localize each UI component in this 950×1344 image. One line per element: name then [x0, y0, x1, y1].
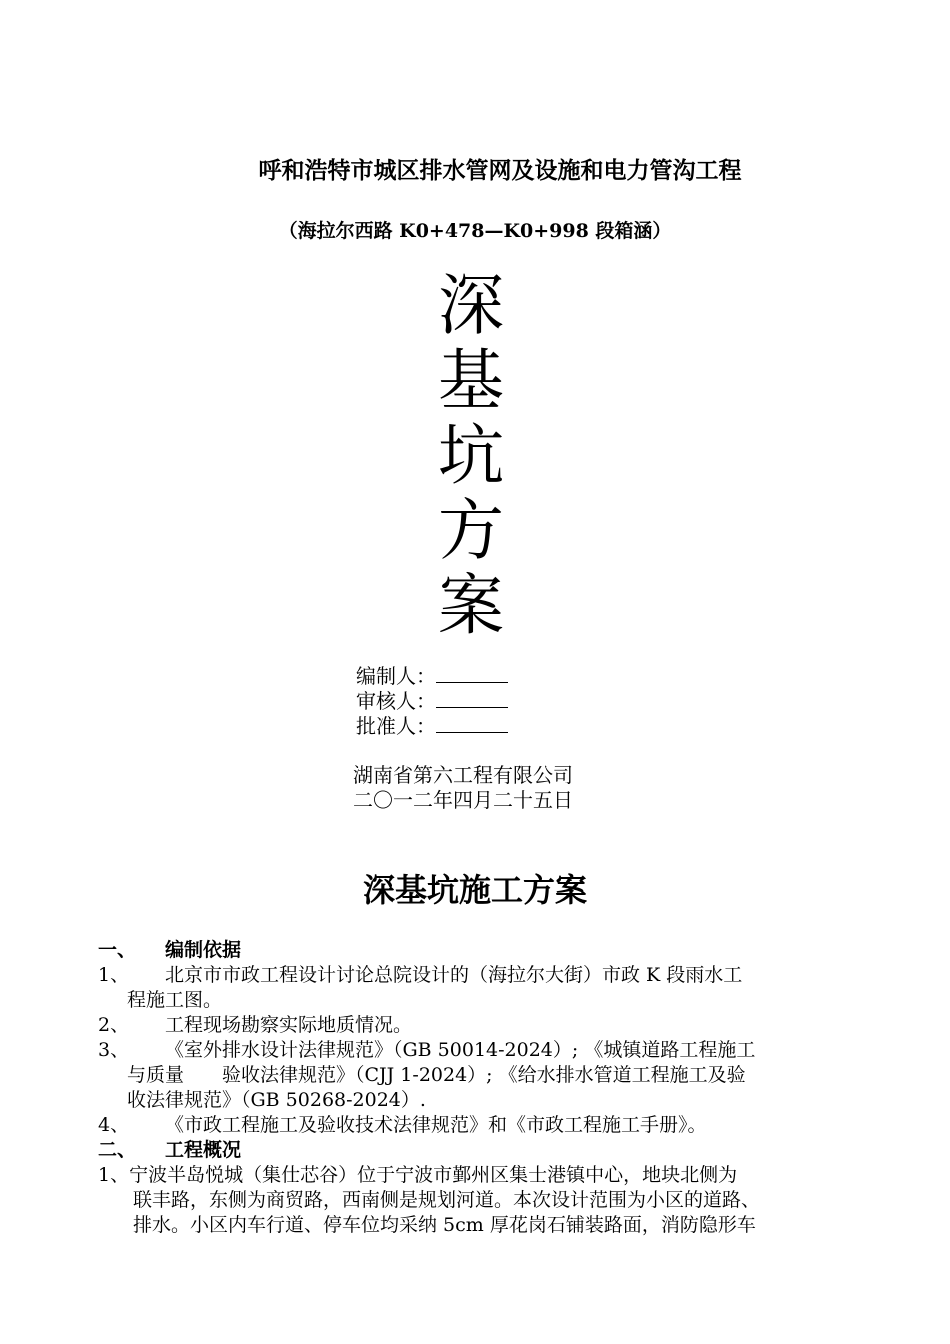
- cover-title-char: 深: [438, 267, 504, 344]
- item-number: 4、: [98, 1114, 130, 1136]
- signature-label: 编制人：: [356, 664, 436, 688]
- signature-label: 批准人：: [356, 714, 436, 738]
- signature-approver: [356, 714, 508, 739]
- list-item: [98, 963, 742, 988]
- item-text: 宁波半岛悦城（集仕芯谷）位于宁波市鄞州区集士港镇中心，地块北侧为: [129, 1164, 738, 1186]
- section-number: 一、: [98, 939, 137, 961]
- company-name: 湖南省第六工程有限公司: [353, 763, 573, 787]
- item-text: 《室外排水设计法律规范》（GB 50014-2024）; 《城镇道路工程施工: [165, 1039, 756, 1061]
- list-item: [98, 1038, 755, 1063]
- section-heading-text: 工程概况: [165, 1139, 242, 1161]
- signature-label: 审核人：: [356, 689, 436, 713]
- body-title: 深基坑施工方案: [362, 871, 587, 909]
- item-text-continued: 排水。小区内车行道、停车位均采纳 5cm 厚花岗石铺装路面，消防隐形车: [133, 1214, 756, 1236]
- section-heading-text: 编制依据: [165, 939, 242, 961]
- item-number: 1、: [98, 964, 130, 986]
- cover-title-char: 方: [438, 492, 504, 569]
- project-title: 呼和浩特市城区排水管网及设施和电力管沟工程: [258, 157, 742, 184]
- cover-main-title: [438, 268, 504, 643]
- list-item: [98, 1113, 707, 1138]
- item-text: 《市政工程施工及验收技术法律规范》和《市政工程施工手册》。: [165, 1114, 707, 1136]
- cover-title-char: 基: [438, 342, 504, 419]
- section-heading: [98, 938, 241, 963]
- signature-blank: [436, 664, 508, 683]
- item-text: 北京市市政工程设计讨论总院设计的（海拉尔大街）市政 K 段雨水工: [165, 964, 743, 986]
- item-text-continued: 与质量 验收法律规范》（CJJ 1-2024）; 《给水排水管道工程施工及验: [127, 1064, 746, 1086]
- item-text-continued: 程施工图。: [127, 989, 223, 1011]
- list-item: [98, 1013, 412, 1038]
- document-date: 二〇一二年四月二十五日: [353, 788, 573, 812]
- cover-title-char: 案: [438, 567, 504, 644]
- cover-title-char: 坑: [438, 417, 504, 494]
- item-text-continued: 联丰路，东侧为商贸路，西南侧是规划河道。本次设计范围为小区的道路、: [133, 1189, 761, 1211]
- signature-blank: [436, 689, 508, 708]
- item-number: 2、: [98, 1014, 130, 1036]
- section-heading: [98, 1138, 241, 1163]
- section-number: 二、: [98, 1139, 137, 1161]
- item-number: 1、: [98, 1164, 130, 1186]
- item-text: 工程现场勘察实际地质情况。: [165, 1014, 413, 1036]
- item-text-continued: 收法律规范》（GB 50268-2024）.: [127, 1089, 426, 1111]
- signature-reviewer: [356, 689, 508, 714]
- item-number: 3、: [98, 1039, 130, 1061]
- signature-blank: [436, 714, 508, 733]
- signature-compiler: [356, 664, 508, 689]
- project-subtitle: （海拉尔西路 K0+478—K0+998 段箱涵）: [278, 220, 672, 242]
- list-item: [98, 1163, 737, 1188]
